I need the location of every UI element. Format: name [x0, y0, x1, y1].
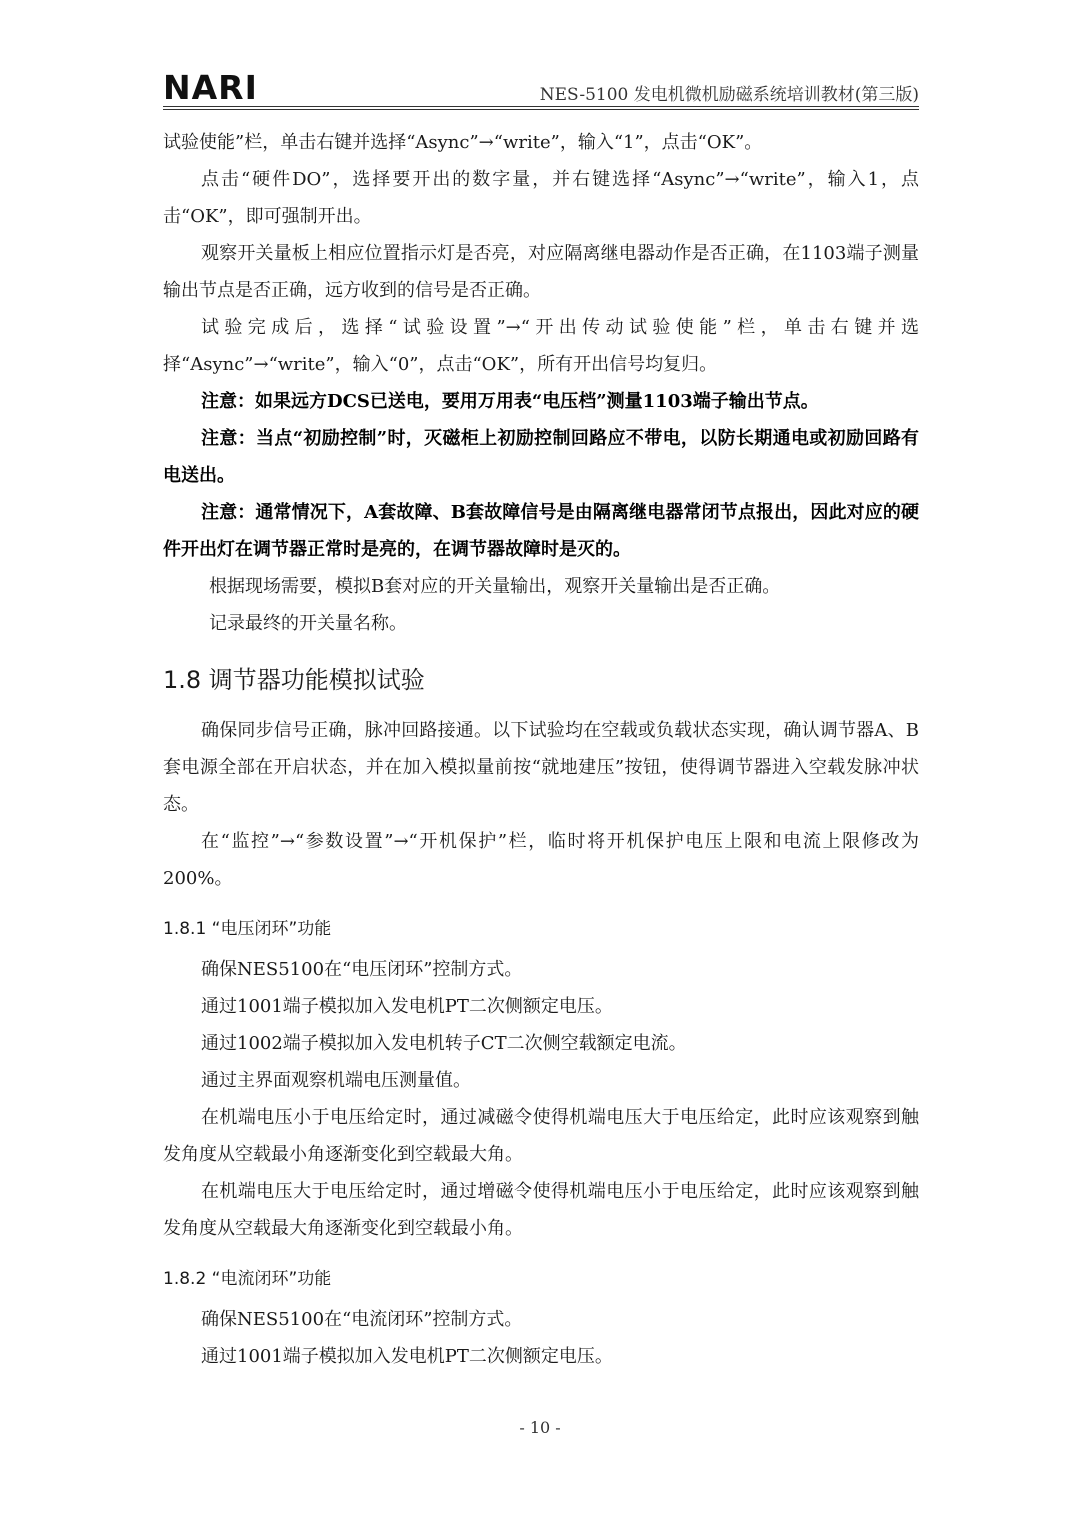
paragraph: 在机端电压小于电压给定时，通过减磁令使得机端电压大于电压给定，此时应该观察到触发角度从空载最小角逐渐变化到空载最大角。	[163, 1107, 919, 1165]
paragraph: 通过主界面观察机端电压测量值。	[201, 1070, 471, 1091]
note-paragraph: 注意：通常情况下，A套故障、B套故障信号是由隔离继电器常闭节点报出，因此对应的硬件开出灯在调节器正常时是亮的，在调节器故障时是灭的。	[163, 502, 919, 560]
subsection-heading-1-8-1: 1.8.1 “电压闭环”功能	[163, 919, 332, 939]
page-body	[163, 124, 919, 1375]
note-paragraph: 注意：如果远方DCS已送电，要用万用表“电压档”测量1103端子输出节点。	[201, 391, 819, 412]
paragraph: 确保同步信号正确，脉冲回路接通。以下试验均在空载或负载状态实现，确认调节器A、B套电源全部在开启状态，并在加入模拟量前按“就地建压”按钮，使得调节器进入空载发脉冲状态。	[163, 720, 919, 815]
paragraph: 通过1001端子模拟加入发电机PT二次侧额定电压。	[201, 996, 613, 1017]
paragraph: 确保NES5100在“电压闭环”控制方式。	[201, 959, 523, 980]
paragraph: 试验使能”栏，单击右键并选择“Async”→“write”，输入“1”，点击“OK”。	[163, 132, 763, 153]
header-rule	[163, 106, 919, 107]
paragraph: 确保NES5100在“电流闭环”控制方式。	[201, 1309, 523, 1330]
section-heading-1-8: 1.8 调节器功能模拟试验	[163, 666, 425, 694]
paragraph: 观察开关量板上相应位置指示灯是否亮，对应隔离继电器动作是否正确，在1103端子测量输出节点是否正确，远方收到的信号是否正确。	[163, 243, 919, 301]
nari-logo: NARI	[163, 68, 258, 107]
paragraph: 通过1002端子模拟加入发电机转子CT二次侧空载额定电流。	[201, 1033, 687, 1054]
paragraph: 在机端电压大于电压给定时，通过增磁令使得机端电压小于电压给定，此时应该观察到触发角度从空载最大角逐渐变化到空载最小角。	[163, 1181, 919, 1239]
note-paragraph: 注意：当点“初励控制”时，灭磁柜上初励控制回路应不带电，以防长期通电或初励回路有电送出。	[163, 428, 919, 486]
paragraph: 点击“硬件DO”，选择要开出的数字量，并右键选择“Async”→“write”，输入1，点击“OK”，即可强制开出。	[163, 169, 919, 227]
subsection-heading-1-8-2: 1.8.2 “电流闭环”功能	[163, 1269, 332, 1289]
page-header	[163, 66, 919, 106]
paragraph: 记录最终的开关量名称。	[209, 613, 407, 634]
paragraph: 试验完成后，选择“试验设置”→“开出传动试验使能”栏，单击右键并选择“Async”→“write”，输入“0”，点击“OK”，所有开出信号均复归。	[163, 317, 919, 375]
document-title: NES-5100 发电机微机励磁系统培训教材(第三版)	[539, 85, 919, 105]
paragraph: 根据现场需要，模拟B套对应的开关量输出，观察开关量输出是否正确。	[209, 576, 781, 597]
paragraph: 在“监控”→“参数设置”→“开机保护”栏，临时将开机保护电压上限和电流上限修改为200%。	[163, 831, 919, 889]
paragraph: 通过1001端子模拟加入发电机PT二次侧额定电压。	[201, 1346, 613, 1367]
page-number: - 10 -	[519, 1418, 561, 1437]
header-rule-secondary	[163, 109, 919, 110]
